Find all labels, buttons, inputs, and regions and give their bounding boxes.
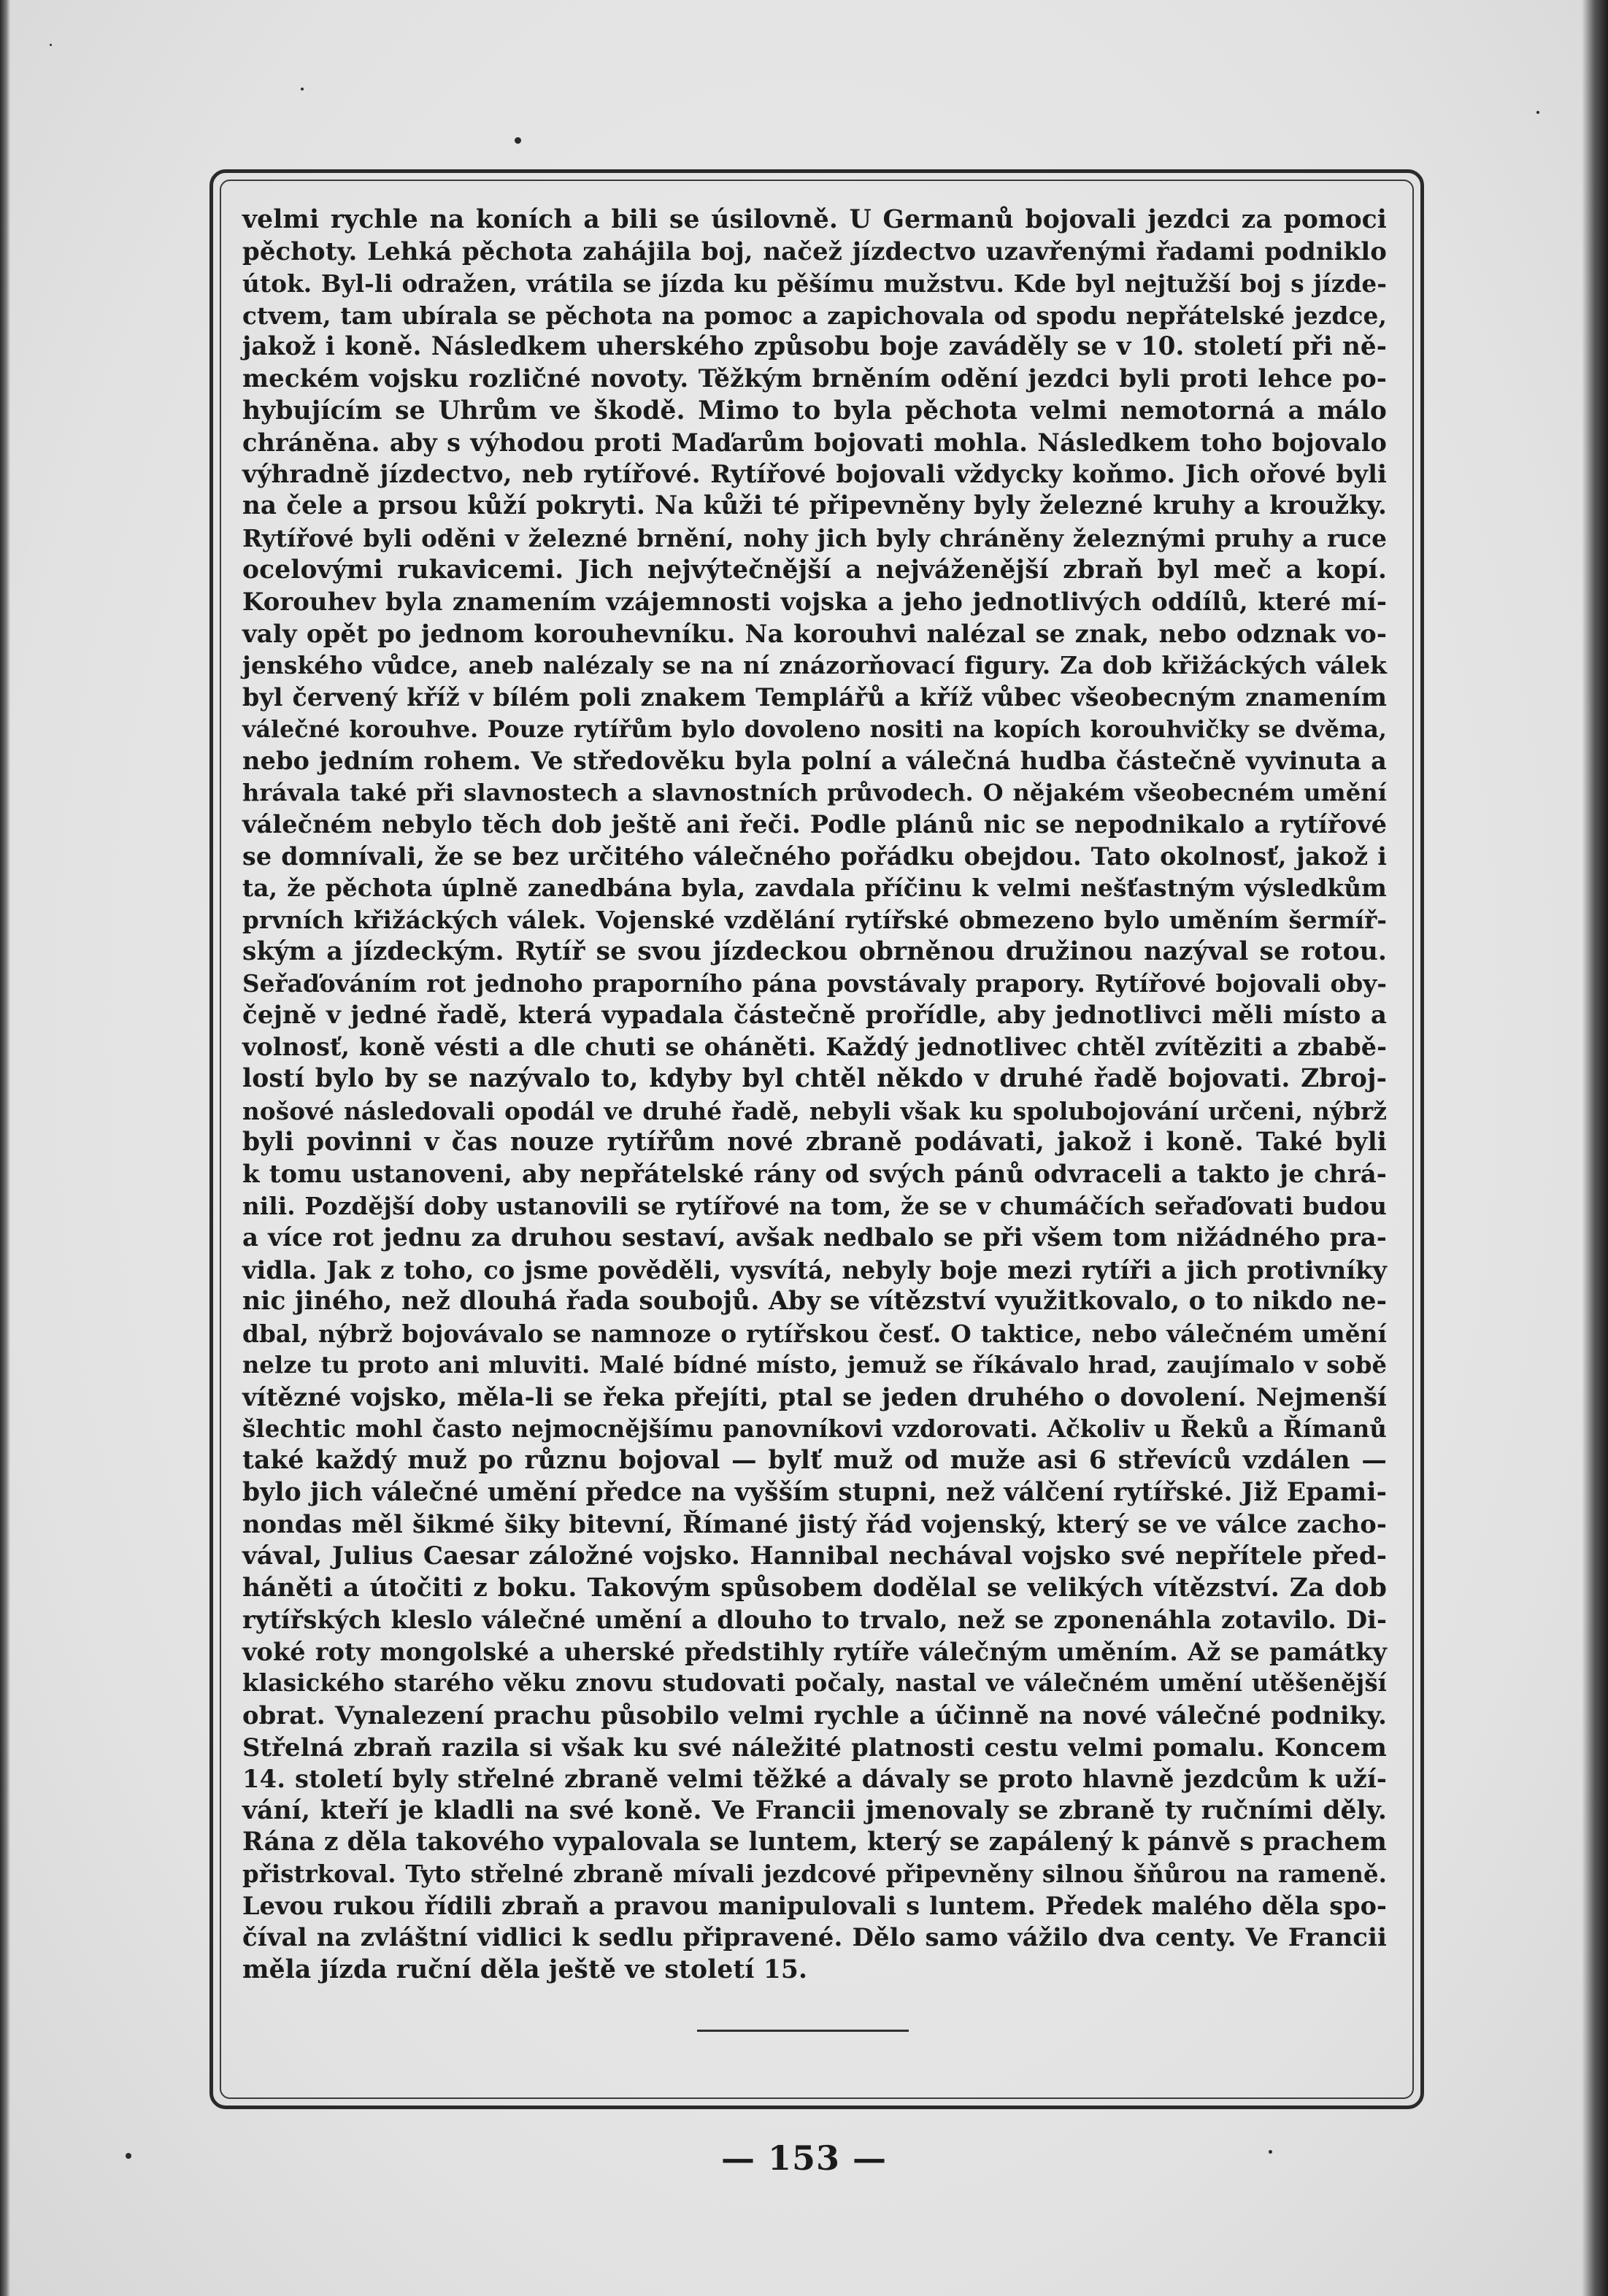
text-line: nondas měl šikmé šiky bitevní, Římané jistý řád vojenský, který se ve válce zacho- bbox=[242, 1509, 1387, 1539]
text-line: válečné korouhve. Pouze rytířům bylo dovoleno nositi na kopích korouhvičky se dvěma, bbox=[242, 715, 1387, 743]
text-line: ským a jízdeckým. Rytíř se svou jízdeckou obrněnou družinou nazýval se rotou. bbox=[242, 936, 1387, 966]
text-line: nošové následovali opodál ve druhé řadě, nebyli však ku spolubojování určeni, nýbrž bbox=[242, 1096, 1387, 1125]
dust-speck bbox=[515, 137, 521, 144]
text-line: nebo jedním rohem. Ve středověku byla polní a válečná hudba částečně vyvinuta a bbox=[242, 746, 1387, 776]
text-line: voké roty mongolské a uherské předstihly rytíře válečným uměním. Až se památky bbox=[242, 1637, 1387, 1666]
text-line: dbal, nýbrž bojovávalo se namnoze o rytířskou česť. O taktice, nebo válečném umění bbox=[242, 1319, 1387, 1348]
text-line: Rytířové byli oděni v železné brnění, nohy jich byly chráněny železnými pruhy a ruce bbox=[242, 523, 1387, 552]
text-line: také každý muž po různu bojoval — bylť muž od muže asi 6 střevíců vzdálen — bbox=[242, 1446, 1387, 1476]
text-line: nili. Pozdější doby ustanovili se rytířové na tom, že se v chumáčích seřaďovati budou bbox=[242, 1192, 1387, 1221]
text-line: vidla. Jak z toho, co jsme pověděli, vysvítá, nebyly boje mezi rytíři a jich protivníky bbox=[242, 1255, 1387, 1284]
page-number: — 153 — bbox=[720, 2138, 888, 2178]
text-line: bylo jich válečné umění předce na vyšším stupni, než válčení rytířské. Již Epami- bbox=[242, 1477, 1387, 1507]
text-line: k tomu ustanoveni, aby nepřátelské rány od svých pánů odvraceli a takto je chrá- bbox=[242, 1159, 1387, 1189]
text-line-last: měla jízda ruční děla ještě ve století 15. bbox=[242, 1954, 808, 1984]
text-line: vání, kteří je kladli na své koně. Ve Francii jmenovaly se zbraně ty ručními děly. bbox=[242, 1795, 1387, 1825]
text-line: pěchoty. Lehká pěchota zahájila boj, načež jízdectvo uzavřenými řadami podniklo bbox=[242, 236, 1387, 266]
text-line: šlechtic mohl často nejmocnějšímu panovníkovi vzdorovati. Ačkoliv u Řeků a Římanů bbox=[242, 1414, 1387, 1443]
text-line: jenského vůdce, aneb nalézaly se na ní znázorňovací figury. Za dob křižáckých válek bbox=[242, 651, 1387, 680]
text-line: jakož i koně. Následkem uherského způsobu boje zaváděly se v 10. století při ně- bbox=[242, 332, 1387, 362]
scan-edge-left bbox=[0, 0, 10, 2296]
text-line: klasického starého věku znovu studovati počaly, nastal ve válečném umění utěšenější bbox=[242, 1669, 1387, 1698]
scan-edge-right bbox=[1582, 0, 1608, 2296]
text-line: se domnívali, že se bez určitého válečného pořádku obejdou. Tato okolnosť, jakož i bbox=[242, 841, 1387, 871]
text-line: útok. Byl-li odražen, vrátila se jízda ku pěšímu mužstvu. Kde byl nejtužší boj s jízde- bbox=[242, 269, 1387, 298]
text-line: ocelovými rukavicemi. Jich nejvýtečnější a nejváženější zbraň byl meč a kopí. bbox=[242, 555, 1387, 585]
text-line: 14. století byly střelné zbraně velmi těžké a dávaly se proto hlavně jezdcům k uží- bbox=[242, 1764, 1387, 1794]
text-line: valy opět po jednom korouhevníku. Na korouhvi nalézal se znak, nebo odznak vo- bbox=[242, 618, 1387, 648]
text-line: válečném nebylo těch dob ještě ani řeči. Podle plánů nic se nepodnikalo a rytířové bbox=[242, 810, 1387, 839]
text-line: číval na zvláštní vidlici k sedlu připravené. Dělo samo vážilo dva centy. Ve Francii bbox=[242, 1923, 1387, 1953]
text-line: čejně v jedné řadě, která vypadala částečně prořídle, aby jednotlivci měli místo a bbox=[242, 1000, 1387, 1030]
text-line: meckém vojsku rozličné novoty. Těžkým brněním odění jezdci byli proti lehce po- bbox=[242, 363, 1387, 393]
text-line: Levou rukou řídili zbraň a pravou manipulovali s luntem. Předek malého děla spo- bbox=[242, 1892, 1387, 1921]
text-line: obrat. Vynalezení prachu působilo velmi rychle a účinně na nové válečné podniky. bbox=[242, 1700, 1387, 1730]
closing-rule bbox=[697, 2030, 909, 2032]
text-line: lostí bylo by se nazývalo to, kdyby byl chtěl někdo v druhé řadě bojovati. Zbroj- bbox=[242, 1064, 1387, 1094]
text-line: rytířských kleslo válečné umění a dlouho to trvalo, než se zponenáhla zotavilo. Di- bbox=[242, 1606, 1387, 1635]
text-line: Rána z děla takového vypalovala se luntem, který se zapálený k pánvě s prachem bbox=[242, 1827, 1387, 1857]
text-line: výhradně jízdectvo, neb rytířové. Rytířové bojovali vždycky koňmo. Jich ořové byli bbox=[242, 459, 1387, 489]
text-line: ta, že pěchota úplně zanedbána byla, zavdala příčinu k velmi nešťastným výsledkům bbox=[242, 874, 1387, 903]
dust-speck bbox=[50, 44, 52, 46]
text-line: hrávala také při slavnostech a slavnostních průvodech. O nějakém všeobecném umění bbox=[242, 778, 1387, 806]
text-line: přistrkoval. Tyto střelné zbraně mívali jezdcové připevněny silnou šňůrou na rameně. bbox=[242, 1860, 1387, 1888]
text-line: hybujícím se Uhrům ve škodě. Mimo to byla pěchota velmi nemotorná a málo bbox=[242, 396, 1387, 425]
text-line: chráněna. aby s výhodou proti Maďarům bojovati mohla. Následkem toho bojovalo bbox=[242, 428, 1387, 458]
text-line: Korouhev byla znamením vzájemnosti vojska a jeho jednotlivých oddílů, které mí- bbox=[242, 587, 1387, 617]
text-line: prvních křižáckých válek. Vojenské vzdělání rytířské obmezeno bylo uměním šermíř- bbox=[242, 906, 1387, 935]
body-text bbox=[242, 204, 1387, 1986]
text-line: Střelná zbraň razila si však ku své náležité platnosti cestu velmi pomalu. Koncem bbox=[242, 1732, 1387, 1762]
text-line: velmi rychle na koních a bili se úsilovně. U Germanů bojovali jezdci za pomoci bbox=[242, 205, 1387, 234]
dust-speck bbox=[301, 88, 304, 90]
text-line: háněti a útočiti z boku. Takovým spůsobem dodělal se velikých vítězství. Za dob bbox=[242, 1573, 1387, 1603]
text-line: nic jiného, než dlouhá řada soubojů. Aby se vítězství využitkovalo, o to nikdo ne- bbox=[242, 1287, 1387, 1317]
text-line: na čele a prsou kůží pokryti. Na kůži té připevněny byly železné kruhy a kroužky. bbox=[242, 491, 1387, 521]
text-line: ctvem, tam ubírala se pěchota na pomoc a zapichovala od spodu nepřátelské jezdce, bbox=[242, 301, 1387, 330]
text-line: vítězné vojsko, měla-li se řeka přejíti, ptal se jeden druhého o dovolení. Nejmenší bbox=[242, 1382, 1387, 1411]
text-line: a více rot jednu za druhou sestaví, avšak nedbalo se při všem tom nižádného pra- bbox=[242, 1223, 1387, 1252]
text-line: volnosť, koně vésti a dle chuti se oháněti. Každý jednotlivec chtěl zvítěziti a zbabě- bbox=[242, 1033, 1387, 1062]
text-line: byl červený kříž v bílém poli znakem Templářů a kříž vůbec všeobecným znamením bbox=[242, 682, 1387, 712]
dust-speck bbox=[1536, 111, 1539, 114]
text-line: nelze tu proto ani mluviti. Malé bídné místo, jemuž se říkávalo hrad, zaujímalo v sobě bbox=[242, 1351, 1387, 1379]
text-line: vával, Julius Caesar záložné vojsko. Hannibal nechával vojsko své nepřítele před- bbox=[242, 1541, 1387, 1571]
text-line: byli povinni v čas nouze rytířům nové zbraně podávati, jakož i koně. Také byli bbox=[242, 1128, 1387, 1157]
text-line: Seřaďováním rot jednoho praporního pána povstávaly prapory. Rytířové bojovali oby- bbox=[242, 969, 1387, 998]
